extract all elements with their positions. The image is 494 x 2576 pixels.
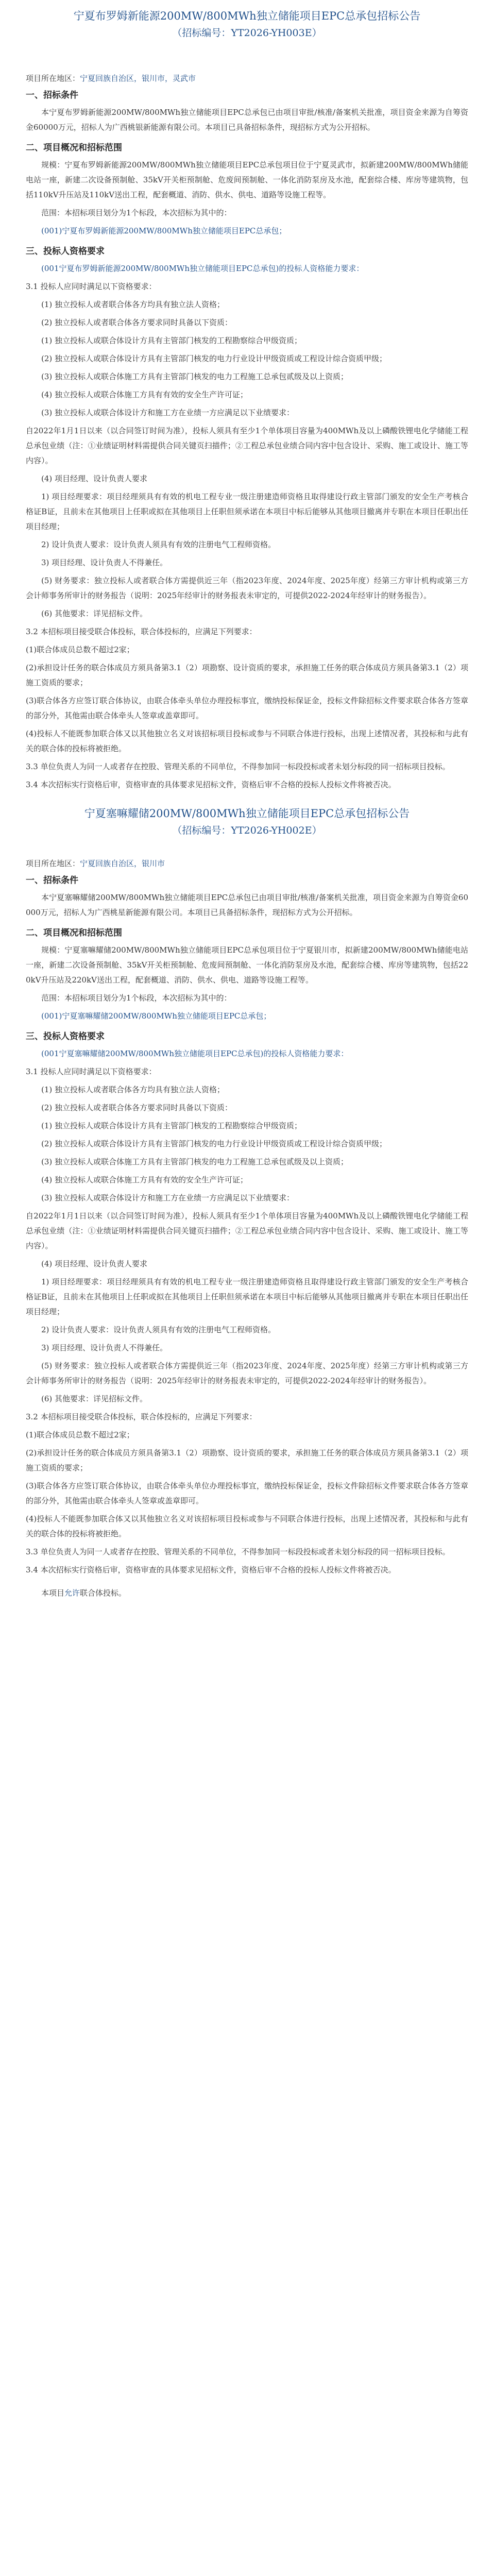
paragraph: 自2022年1月1日以来（以合同签订时间为准），投标人须具有至少1个单体项目容量为400MWh及以上磷酸铁锂电化学储能工程总承包业绩（注：①业绩证明材料需提供合同关键页扫描件；②工程总承包业绩合同内容中包含设计、采购、施工或设计、施工等内容）。 xyxy=(26,426,468,465)
paragraph: (2) 独立投标人或联合体设计方具有主管部门核发的电力行业设计甲级资质或工程设计综合资质甲级； xyxy=(41,354,387,363)
paragraph: 范围：本招标项目划分为1个标段，本次招标为其中的： xyxy=(41,993,232,1003)
section-title: 一、招标条件 xyxy=(26,875,78,886)
paragraph: 2) 设计负责人要求：设计负责人须具有有效的注册电气工程师资格。 xyxy=(41,540,276,549)
notice-2 xyxy=(26,805,468,1601)
section-title: 二、项目概况和招标范围 xyxy=(26,928,122,938)
paragraph: (5) 财务要求：独立投标人或者联合体方需提供近三年（指2023年度、2024年度、2025年度）经第三方审计机构或第三方会计师事务所审计的财务报告（说明：2025年经审计的财务报表未审定的，可提供2022-2024年经审计的财务报告）。 xyxy=(26,1361,468,1385)
paragraph: 3) 项目经理、设计负责人不得兼任。 xyxy=(41,1343,168,1352)
paragraph: (4) 项目经理、设计负责人要求 xyxy=(41,474,148,483)
consortium-note xyxy=(26,1586,468,1601)
paragraph: (2) 独立投标人或者联合体各方要求同时具备以下资质： xyxy=(41,1103,233,1112)
paragraph: 2) 设计负责人要求：设计负责人须具有有效的注册电气工程师资格。 xyxy=(41,1325,276,1334)
section-title: 三、投标人资格要求 xyxy=(26,1031,105,1042)
section-title: 二、项目概况和招标范围 xyxy=(26,143,122,153)
paragraph: (3) 独立投标人或联合体设计方和施工方在业绩一方应满足以下业绩要求： xyxy=(41,1193,295,1202)
paragraph: (2) 独立投标人或联合体设计方具有主管部门核发的电力行业设计甲级资质或工程设计综合资质甲级； xyxy=(41,1139,387,1148)
paragraph: (3)联合体各方应签订联合体协议，由联合体牵头单位办理投标事宜，缴纳投标保证金，投标文件除招标文件要求联合体各方签章的部分外，其他需由联合体牵头人签章或盖章即可。 xyxy=(26,1481,468,1505)
paragraph: (2)承担设计任务的联合体成员方须具备第3.1（2）项勘察、设计资质的要求，承担施工任务的联合体成员方须具备第3.1（2）项施工资质的要求； xyxy=(26,1448,468,1472)
project-area xyxy=(26,857,468,870)
paragraph: (1) 独立投标人或者联合体各方均具有独立法人资格； xyxy=(41,300,225,309)
paragraph: 1) 项目经理要求：项目经理须具有有效的机电工程专业一级注册建造师资格且取得建设行政主管部门颁发的安全生产考核合格证B证，且前未在其他项目上任职或拟在其他项目上任职但须承诺在本项目中标后能够从其他项目撤离并专职在本项目任职出任项目经理； xyxy=(26,1277,468,1316)
notice-title: 宁夏塞嘛耀储200MW/800MWh独立储能项目EPC总承包招标公告 xyxy=(84,807,410,820)
paragraph: (4) 独立投标人或联合体施工方具有有效的安全生产许可证； xyxy=(41,1175,248,1184)
paragraph: (6) 其他要求：详见招标文件。 xyxy=(41,609,148,618)
paragraph: 自2022年1月1日以来（以合同签订时间为准），投标人须具有至少1个单体项目容量为400MWh及以上磷酸铁锂电化学储能工程总承包业绩（注：①业绩证明材料需提供合同关键页扫描件；②工程总承包业绩合同内容中包含设计、采购、施工或设计、施工等内容）。 xyxy=(26,1211,468,1250)
section-title: 三、投标人资格要求 xyxy=(26,246,105,257)
lot-requirements-link[interactable]: (001宁夏塞嘛耀储200MW/800MWh独立储能项目EPC总承包)的投标人资格能力要求： xyxy=(41,1049,349,1058)
notice-title: 宁夏布罗姆新能源200MW/800MWh独立储能项目EPC总承包招标公告 xyxy=(73,10,421,22)
paragraph: (3) 独立投标人或联合体施工方具有主管部门核发的电力工程施工总承包贰级及以上资质； xyxy=(41,372,349,381)
paragraph: (3) 独立投标人或联合体施工方具有主管部门核发的电力工程施工总承包贰级及以上资质； xyxy=(41,1157,349,1166)
paragraph: 3.1 投标人应同时满足以下资格要求： xyxy=(26,282,157,291)
project-area-value[interactable]: 宁夏回族自治区，银川市 xyxy=(80,859,165,868)
paragraph: 3.1 投标人应同时满足以下资格要求： xyxy=(26,1067,157,1076)
paragraph: (1) 独立投标人或联合体设计方具有主管部门核发的工程勘察综合甲级资质； xyxy=(41,1121,302,1130)
paragraph: (1)联合体成员总数不超过2家； xyxy=(26,1430,134,1439)
paragraph: 本宁夏布罗姆新能源200MW/800MWh独立储能项目EPC总承包已由项目审批/核准/备案机关批准，项目资金来源为自筹资金60000万元，招标人为广西桃银新能源有限公司。本项目已具备招标条件，现招标方式为公开招标。 xyxy=(26,108,468,132)
project-area-label: 项目所在地区： xyxy=(26,859,80,868)
paragraph: 规模：宁夏布罗姆新能源200MW/800MWh独立储能项目EPC总承包项目位于宁夏灵武市，拟新建200MW/800MWh储能电站一座，新建二次设备预制舱、35kV开关柜预制舱、危废间预制舱、一体化消防泵房及水池，配套综合楼、库房等建筑物，包括110kV升压站及110kV送出工程，配套概道、消防、供水、供电、道路等设施工程等。 xyxy=(26,160,468,199)
project-area-value[interactable]: 宁夏回族自治区，银川市，灵武市 xyxy=(80,74,196,83)
paragraph: (4)投标人不能既参加联合体又以其他独立名义对该招标项目投标或参与不同联合体进行投标，出现上述情况者，其投标和与此有关的联合体的投标将被拒绝。 xyxy=(26,729,468,753)
paragraph: (3)联合体各方应签订联合体协议，由联合体牵头单位办理投标事宜，缴纳投标保证金，投标文件除招标文件要求联合体各方签章的部分外，其他需由联合体牵头人签章或盖章即可。 xyxy=(26,696,468,720)
consortium-note-suffix: 联合体投标。 xyxy=(80,1588,127,1598)
paragraph: 本宁夏塞嘛耀储200MW/800MWh独立储能项目EPC总承包已由项目审批/核准/备案机关批准，项目资金来源为自筹资金60000万元，招标人为广西桃星新能源有限公司。本项目已具备招标条件，现招标方式为公开招标。 xyxy=(26,893,468,917)
lot-link[interactable]: (001)宁夏布罗姆新能源200MW/800MWh独立储能项目EPC总承包； xyxy=(41,226,287,235)
paragraph: (2)承担设计任务的联合体成员方须具备第3.1（2）项勘察、设计资质的要求，承担施工任务的联合体成员方须具备第3.1（2）项施工资质的要求； xyxy=(26,663,468,687)
paragraph: 3.2 本招标项目接受联合体投标，联合体投标的，应满足下列要求： xyxy=(26,1412,257,1421)
notice-subtitle: （招标编号：YT2026-YH003E） xyxy=(172,27,322,39)
paragraph: (6) 其他要求：详见招标文件。 xyxy=(41,1394,148,1403)
section-title: 一、招标条件 xyxy=(26,90,78,100)
paragraph: (1)联合体成员总数不超过2家； xyxy=(26,645,134,654)
paragraph: 1) 项目经理要求：项目经理须具有有效的机电工程专业一级注册建造师资格且取得建设行政主管部门颁发的安全生产考核合格证B证，且前未在其他项目上任职或拟在其他项目上任职但须承诺在本项目中标后能够从其他项目撤离并专职在本项目任职出任项目经理； xyxy=(26,492,468,531)
paragraph: 3.3 单位负责人为同一人或者存在控股、管理关系的不同单位，不得参加同一标段投标或者未划分标段的同一招标项目投标。 xyxy=(26,762,450,771)
paragraph: 3.4 本次招标实行资格后审，资格审查的具体要求见招标文件，资格后审不合格的投标人投标文件将被否决。 xyxy=(26,780,396,789)
lot-link[interactable]: (001)宁夏塞嘛耀储200MW/800MWh独立储能项目EPC总承包； xyxy=(41,1011,271,1021)
paragraph: (4) 项目经理、设计负责人要求 xyxy=(41,1259,148,1268)
paragraph: (4) 独立投标人或联合体施工方具有有效的安全生产许可证； xyxy=(41,390,248,399)
paragraph: (1) 独立投标人或者联合体各方均具有独立法人资格； xyxy=(41,1085,225,1094)
consortium-note-prefix: 本项目 xyxy=(41,1588,65,1598)
paragraph: (4)投标人不能既参加联合体又以其他独立名义对该招标项目投标或参与不同联合体进行投标，出现上述情况者，其投标和与此有关的联合体的投标将被拒绝。 xyxy=(26,1514,468,1538)
paragraph: 3.2 本招标项目接受联合体投标，联合体投标的，应满足下列要求： xyxy=(26,627,257,636)
paragraph: 范围：本招标项目划分为1个标段，本次招标为其中的： xyxy=(41,208,232,217)
project-area-label: 项目所在地区： xyxy=(26,74,80,83)
lot-requirements-link[interactable]: (001宁夏布罗姆新能源200MW/800MWh独立储能项目EPC总承包)的投标人资格能力要求： xyxy=(41,264,364,273)
paragraph: (1) 独立投标人或联合体设计方具有主管部门核发的工程勘察综合甲级资质； xyxy=(41,336,302,345)
project-area xyxy=(26,72,468,84)
paragraph: 3) 项目经理、设计负责人不得兼任。 xyxy=(41,558,168,567)
paragraph: 3.3 单位负责人为同一人或者存在控股、管理关系的不同单位，不得参加同一标段投标或者未划分标段的同一招标项目投标。 xyxy=(26,1547,450,1556)
paragraph: (3) 独立投标人或联合体设计方和施工方在业绩一方应满足以下业绩要求： xyxy=(41,408,295,417)
notice-1 xyxy=(26,7,468,792)
notice-subtitle: （招标编号：YT2026-YH002E） xyxy=(172,825,322,836)
paragraph: 3.4 本次招标实行资格后审，资格审查的具体要求见招标文件，资格后审不合格的投标人投标文件将被否决。 xyxy=(26,1565,396,1574)
consortium-allowed-link[interactable]: 允许 xyxy=(64,1588,80,1598)
paragraph: (2) 独立投标人或者联合体各方要求同时具备以下资质： xyxy=(41,318,233,327)
paragraph: (5) 财务要求：独立投标人或者联合体方需提供近三年（指2023年度、2024年度、2025年度）经第三方审计机构或第三方会计师事务所审计的财务报告（说明：2025年经审计的财务报表未审定的，可提供2022-2024年经审计的财务报告）。 xyxy=(26,576,468,600)
paragraph: 规模：宁夏塞嘛耀储200MW/800MWh独立储能项目EPC总承包项目位于宁夏银川市，拟新建200MW/800MWh储能电站一座，新建二次设备预制舱、35kV开关柜预制舱、危废间预制舱、一体化消防泵房及水池，配套综合楼、库房等建筑物，包括220kV升压站及220kV送出工程，配套概道、消防、供水、供电、道路等设施工程等。 xyxy=(26,945,468,985)
